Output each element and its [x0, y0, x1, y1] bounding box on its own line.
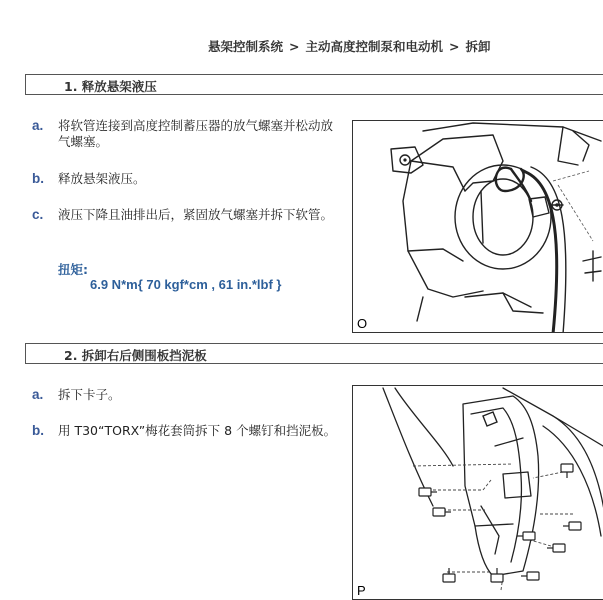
step-text: 用 T30“TORX”梅花套筒拆下 8 个螺钉和挡泥板。 [58, 423, 337, 438]
figure-label: O [357, 316, 368, 331]
torque-value: 6.9 N*m{ 70 kgf*cm , 61 in.*lbf } [90, 277, 282, 292]
section-2-header [25, 343, 603, 364]
figure-accumulator [352, 120, 603, 333]
step-text: 液压下降且油排出后，紧固放气螺塞并拆下软管。 [58, 207, 334, 222]
figure-label: P [357, 583, 366, 598]
step-letter: b. [32, 171, 44, 186]
breadcrumb-separator: > [449, 39, 460, 54]
breadcrumb [208, 37, 491, 55]
mudguard-illustration [353, 386, 603, 600]
torque-label: 扭矩: [58, 262, 88, 277]
section-1-title: 1. 释放悬架液压 [64, 79, 157, 94]
accumulator-illustration [353, 121, 603, 333]
figure-mudguard [352, 385, 603, 600]
section-1-header [25, 74, 603, 95]
step-letter: a. [32, 118, 44, 133]
breadcrumb-item-system[interactable]: 悬架控制系统 [208, 39, 284, 54]
step-letter: c. [32, 207, 44, 222]
step-letter: b. [32, 423, 44, 438]
breadcrumb-item-current: 拆卸 [465, 39, 491, 54]
step-text: 将软管连接到高度控制蓄压器的放气螺塞并松动放气螺塞。 [58, 118, 334, 149]
breadcrumb-item-component[interactable]: 主动高度控制泵和电动机 [305, 39, 444, 54]
step-letter: a. [32, 387, 44, 402]
step-text: 释放悬架液压。 [58, 171, 146, 186]
section-2-title: 2. 拆卸右后侧围板挡泥板 [64, 348, 207, 363]
step-text: 拆下卡子。 [58, 387, 121, 402]
breadcrumb-separator: > [289, 39, 300, 54]
